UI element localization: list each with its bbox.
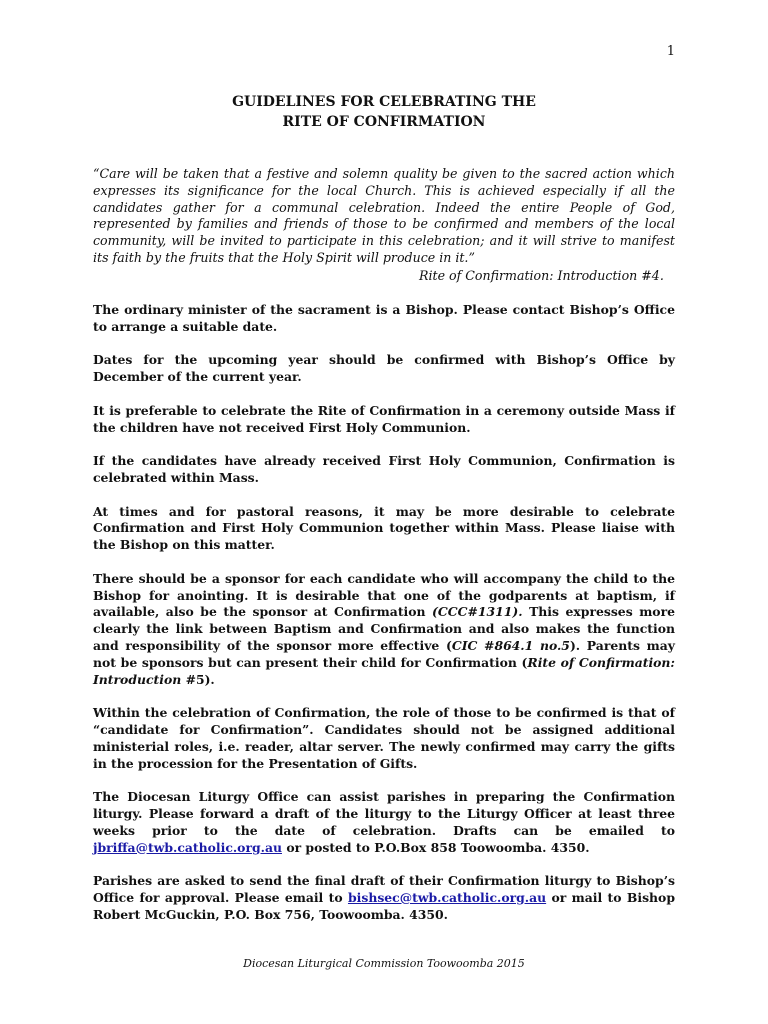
cic-reference: CIC #864.1 no.5 (451, 637, 570, 653)
paragraph-minister: The ordinary minister of the sacrament is a Bishop. Please contact Bishop’s Office to arrange a suitable date. (93, 302, 675, 334)
opening-quote: “Care will be taken that a festive and solemn quality be given to the sacred action which expresses its significance for the local Church. This is achieved especially if all the candidates gather for a communal celebration. Indeed the entire People of God, represented by families and friends of those to be confirmed and members of the local community, will be invited to participate in this celebration; and it will strive to manifest its faith by the fruits that the Holy Spirit will produce in it.” (93, 166, 675, 265)
final-draft-text-b: or mail to Bishop Robert McGuckin, P.O. Box 756, Toowoomba. 4350. (93, 889, 675, 922)
sponsor-text-b: This expresses more clearly the link between Baptism and Confirmation and also makes the function and responsibility of the sponsor more effective ( (93, 604, 675, 653)
liturgy-office-email-link[interactable]: jbriffa@twb.catholic.org.au (93, 839, 282, 855)
liturgy-office-text-a: The Diocesan Liturgy Office can assist parishes in preparing the Confirmation liturgy. Please forward a draft of the liturgy to the Liturgy Officer at least three weeks prior to the date of celebration. Drafts can be emailed to (93, 789, 675, 838)
rite-reference: Rite of Confirmation: Introduction (93, 654, 675, 687)
paragraph-final-draft (93, 873, 675, 923)
paragraph-pastoral: At times and for pastoral reasons, it may be more desirable to celebrate Confirmation and First Holy Communion together within Mass. Please liaise with the Bishop on this matter. (93, 503, 675, 553)
title-line-2: RITE OF CONFIRMATION (282, 114, 486, 130)
document-title (0, 92, 768, 132)
paragraph-liturgy-office (93, 789, 675, 856)
guidelines-body (93, 302, 675, 923)
title-line-1: GUIDELINES FOR CELEBRATING THE (232, 94, 536, 110)
sponsor-text-a: There should be a sponsor for each candidate who will accompany the child to the Bishop for anointing. It is desirable that one of the godparents at baptism, if available, also be the sponsor at Confirmation (93, 570, 675, 620)
page-footer: Diocesan Liturgical Commission Toowoomba 2015 (243, 957, 525, 970)
paragraph-outside-mass: It is preferable to celebrate the Rite of Confirmation in a ceremony outside Mass if the children have not received First Holy Communion. (93, 402, 675, 435)
bishop-office-email-link[interactable]: bishsec@twb.catholic.org.au (347, 889, 547, 905)
ccc-reference: (CCC#1311). (432, 604, 523, 620)
final-draft-text-a: Parishes are asked to send the final draft of their Confirmation liturgy to Bishop’s Office for approval. Please email to (93, 873, 675, 905)
paragraph-candidate-role: Within the celebration of Confirmation, the role of those to be confirmed is that of “candidate for Confirmation”. Candidates should not be assigned additional ministerial roles, i.e. reader, altar server. The newly confirmed may carry the gifts in the procession for the Presentation of Gifts. (93, 705, 675, 771)
paragraph-dates: Dates for the upcoming year should be confirmed with Bishop’s Office by December of the current year. (93, 352, 675, 385)
liturgy-office-text-b: or posted to P.O.Box 858 Toowoomba. 4350. (282, 839, 590, 855)
sponsor-text-d: #5). (181, 671, 215, 687)
paragraph-within-mass: If the candidates have already received First Holy Communion, Confirmation is celebrated within Mass. (93, 453, 675, 485)
page-number: 1 (666, 44, 675, 59)
sponsor-text-c: ). Parents may not be sponsors but can present their child for Confirmation ( (93, 637, 675, 670)
paragraph-sponsor (93, 571, 675, 689)
quote-citation: Rite of Confirmation: Introduction #4. (419, 268, 664, 283)
